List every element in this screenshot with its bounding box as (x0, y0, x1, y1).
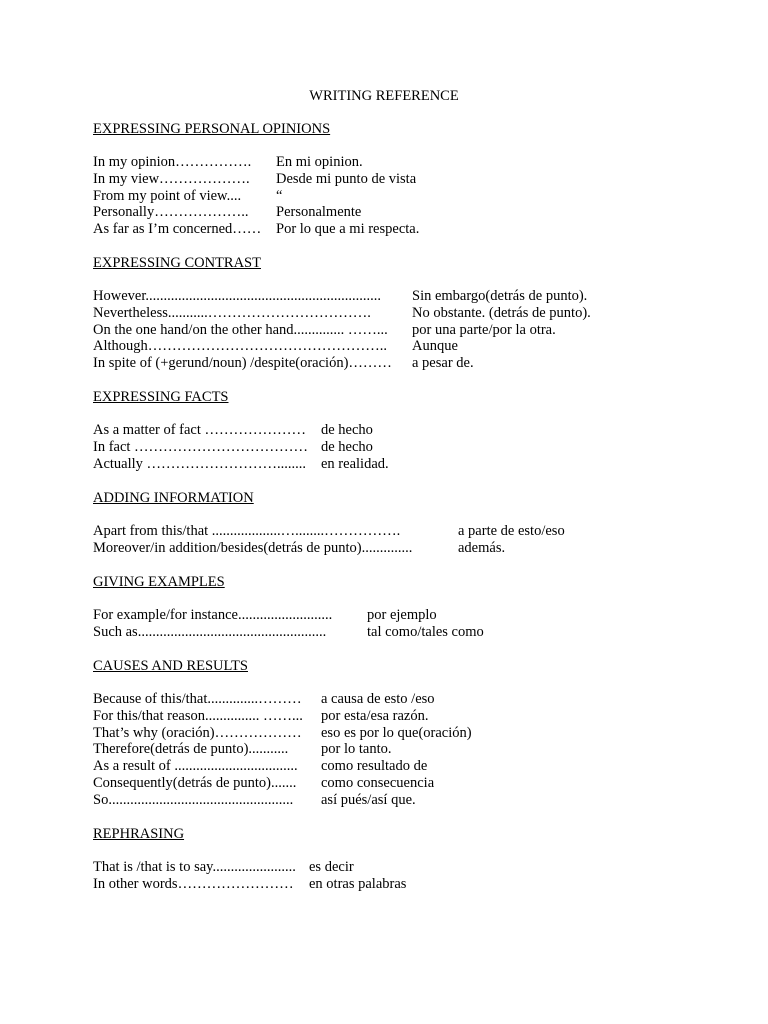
spanish-translation: por ejemplo (367, 607, 437, 623)
spanish-translation: como consecuencia (321, 774, 435, 791)
spanish-translation: Sin embargo(detrás de punto). (412, 288, 588, 304)
phrase-row (93, 321, 556, 339)
section-heading: EXPRESSING CONTRAST (93, 255, 261, 271)
phrase-list (93, 859, 407, 893)
section-heading: EXPRESSING PERSONAL OPINIONS (93, 121, 331, 137)
phrase-row (93, 355, 474, 372)
spanish-translation: Por lo que a mi respecta. (276, 221, 420, 238)
spanish-translation: es decir (309, 859, 354, 875)
section-heading: EXPRESSING FACTS (93, 389, 229, 405)
phrase-row (93, 188, 330, 205)
english-phrase: For example/for instance.......................... (93, 607, 333, 623)
phrase-row (93, 455, 389, 473)
english-phrase: As a result of .................................. (93, 758, 298, 775)
english-phrase: That’s why (oración)……………… (93, 724, 302, 741)
spanish-translation: Desde mi punto de vista (276, 170, 417, 187)
english-phrase: Personally……………….. (93, 204, 249, 221)
english-phrase: In other words…………………… (93, 875, 294, 892)
spanish-translation: No obstante. (detrás de punto). (412, 304, 591, 321)
phrase-list (93, 607, 484, 641)
english-phrase: That is /that is to say....................... (93, 859, 296, 875)
spanish-translation: tal como/tales como (367, 623, 484, 640)
section-heading: ADDING INFORMATION (93, 490, 254, 506)
english-phrase: For this/that reason............... ……... (93, 707, 303, 724)
english-phrase: In my view………………. (93, 170, 250, 187)
spanish-translation: En mi opinion. (276, 154, 363, 170)
phrase-row (93, 758, 428, 775)
phrase-row (93, 791, 416, 809)
phrase-row (93, 170, 417, 188)
section-giving-examples (93, 574, 484, 641)
phrase-row (93, 304, 591, 322)
english-phrase: Therefore(detrás de punto)........... (93, 741, 289, 758)
phrase-row (93, 154, 363, 171)
english-phrase: In my opinion……………. (93, 154, 252, 170)
phrase-row (93, 691, 435, 708)
document-title: WRITING REFERENCE (309, 88, 459, 104)
phrase-row (93, 539, 506, 557)
phrase-row (93, 438, 373, 456)
phrase-row (93, 724, 472, 742)
section-contrast (93, 255, 591, 372)
spanish-translation: por esta/esa razón. (321, 707, 429, 724)
section-rephrasing (93, 826, 407, 893)
english-phrase: From my point of view.... (93, 187, 242, 204)
english-phrase: Such as.................................................... (93, 623, 327, 640)
phrase-row (93, 875, 407, 893)
spanish-translation: a pesar de. (412, 355, 474, 372)
english-phrase: Apart from this/that ...................…........……………. (93, 523, 401, 539)
spanish-translation: de hecho (321, 438, 373, 455)
spanish-translation: a causa de esto /eso (321, 691, 435, 707)
english-phrase: However................................................................. (93, 288, 381, 304)
english-phrase: As far as I’m concerned…… (93, 221, 262, 238)
spanish-translation: Personalmente (276, 204, 362, 221)
english-phrase: In spite of (+gerund/noun) /despite(oración)……… (93, 355, 392, 372)
english-phrase: In fact ……………………………… (93, 438, 309, 455)
english-phrase: Moreover/in addition/besides(detrás de punto).............. (93, 539, 413, 556)
spanish-translation: de hecho (321, 422, 373, 438)
phrase-row (93, 523, 565, 540)
phrase-list (93, 523, 565, 557)
english-phrase: Although………………………………………….. (93, 338, 388, 355)
phrase-row (93, 774, 435, 792)
phrase-row (93, 623, 484, 641)
english-phrase: Because of this/that..............……… (93, 691, 302, 707)
english-phrase: So................................................... (93, 791, 294, 808)
section-heading: GIVING EXAMPLES (93, 574, 225, 590)
phrase-list (93, 691, 472, 809)
phrase-row (93, 288, 588, 305)
section-heading: CAUSES AND RESULTS (93, 658, 248, 674)
spanish-translation: en otras palabras (309, 875, 407, 892)
section-heading: REPHRASING (93, 826, 185, 842)
spanish-translation: Aunque (412, 338, 458, 355)
english-phrase: On the one hand/on the other hand.............. ……... (93, 321, 388, 338)
section-facts (93, 389, 389, 472)
phrase-row (93, 859, 354, 876)
spanish-translation: “ (276, 187, 283, 204)
spanish-translation: además. (458, 539, 506, 556)
english-phrase: As a matter of fact ………………… (93, 422, 307, 438)
english-phrase: Actually ………………………........ (93, 455, 307, 472)
phrase-list (93, 154, 420, 238)
spanish-translation: así pués/así que. (321, 791, 416, 808)
phrase-row (93, 707, 429, 725)
phrase-row (93, 204, 362, 221)
phrase-row (93, 221, 420, 238)
spanish-translation: eso es por lo que(oración) (321, 724, 472, 741)
spanish-translation: como resultado de (321, 758, 428, 775)
phrase-row (93, 422, 373, 439)
spanish-translation: en realidad. (321, 455, 389, 472)
spanish-translation: por lo tanto. (321, 741, 392, 758)
english-phrase: Nevertheless...........……………………………. (93, 304, 371, 321)
phrase-row (93, 741, 392, 758)
phrase-row (93, 607, 437, 624)
english-phrase: Consequently(detrás de punto)....... (93, 774, 297, 791)
section-personal-opinions (93, 121, 420, 238)
phrase-row (93, 338, 458, 355)
section-adding-information (93, 490, 565, 557)
phrase-list (93, 288, 591, 372)
section-causes-results (93, 658, 472, 809)
phrase-list (93, 422, 389, 472)
spanish-translation: a parte de esto/eso (458, 523, 565, 539)
spanish-translation: por una parte/por la otra. (412, 321, 556, 338)
